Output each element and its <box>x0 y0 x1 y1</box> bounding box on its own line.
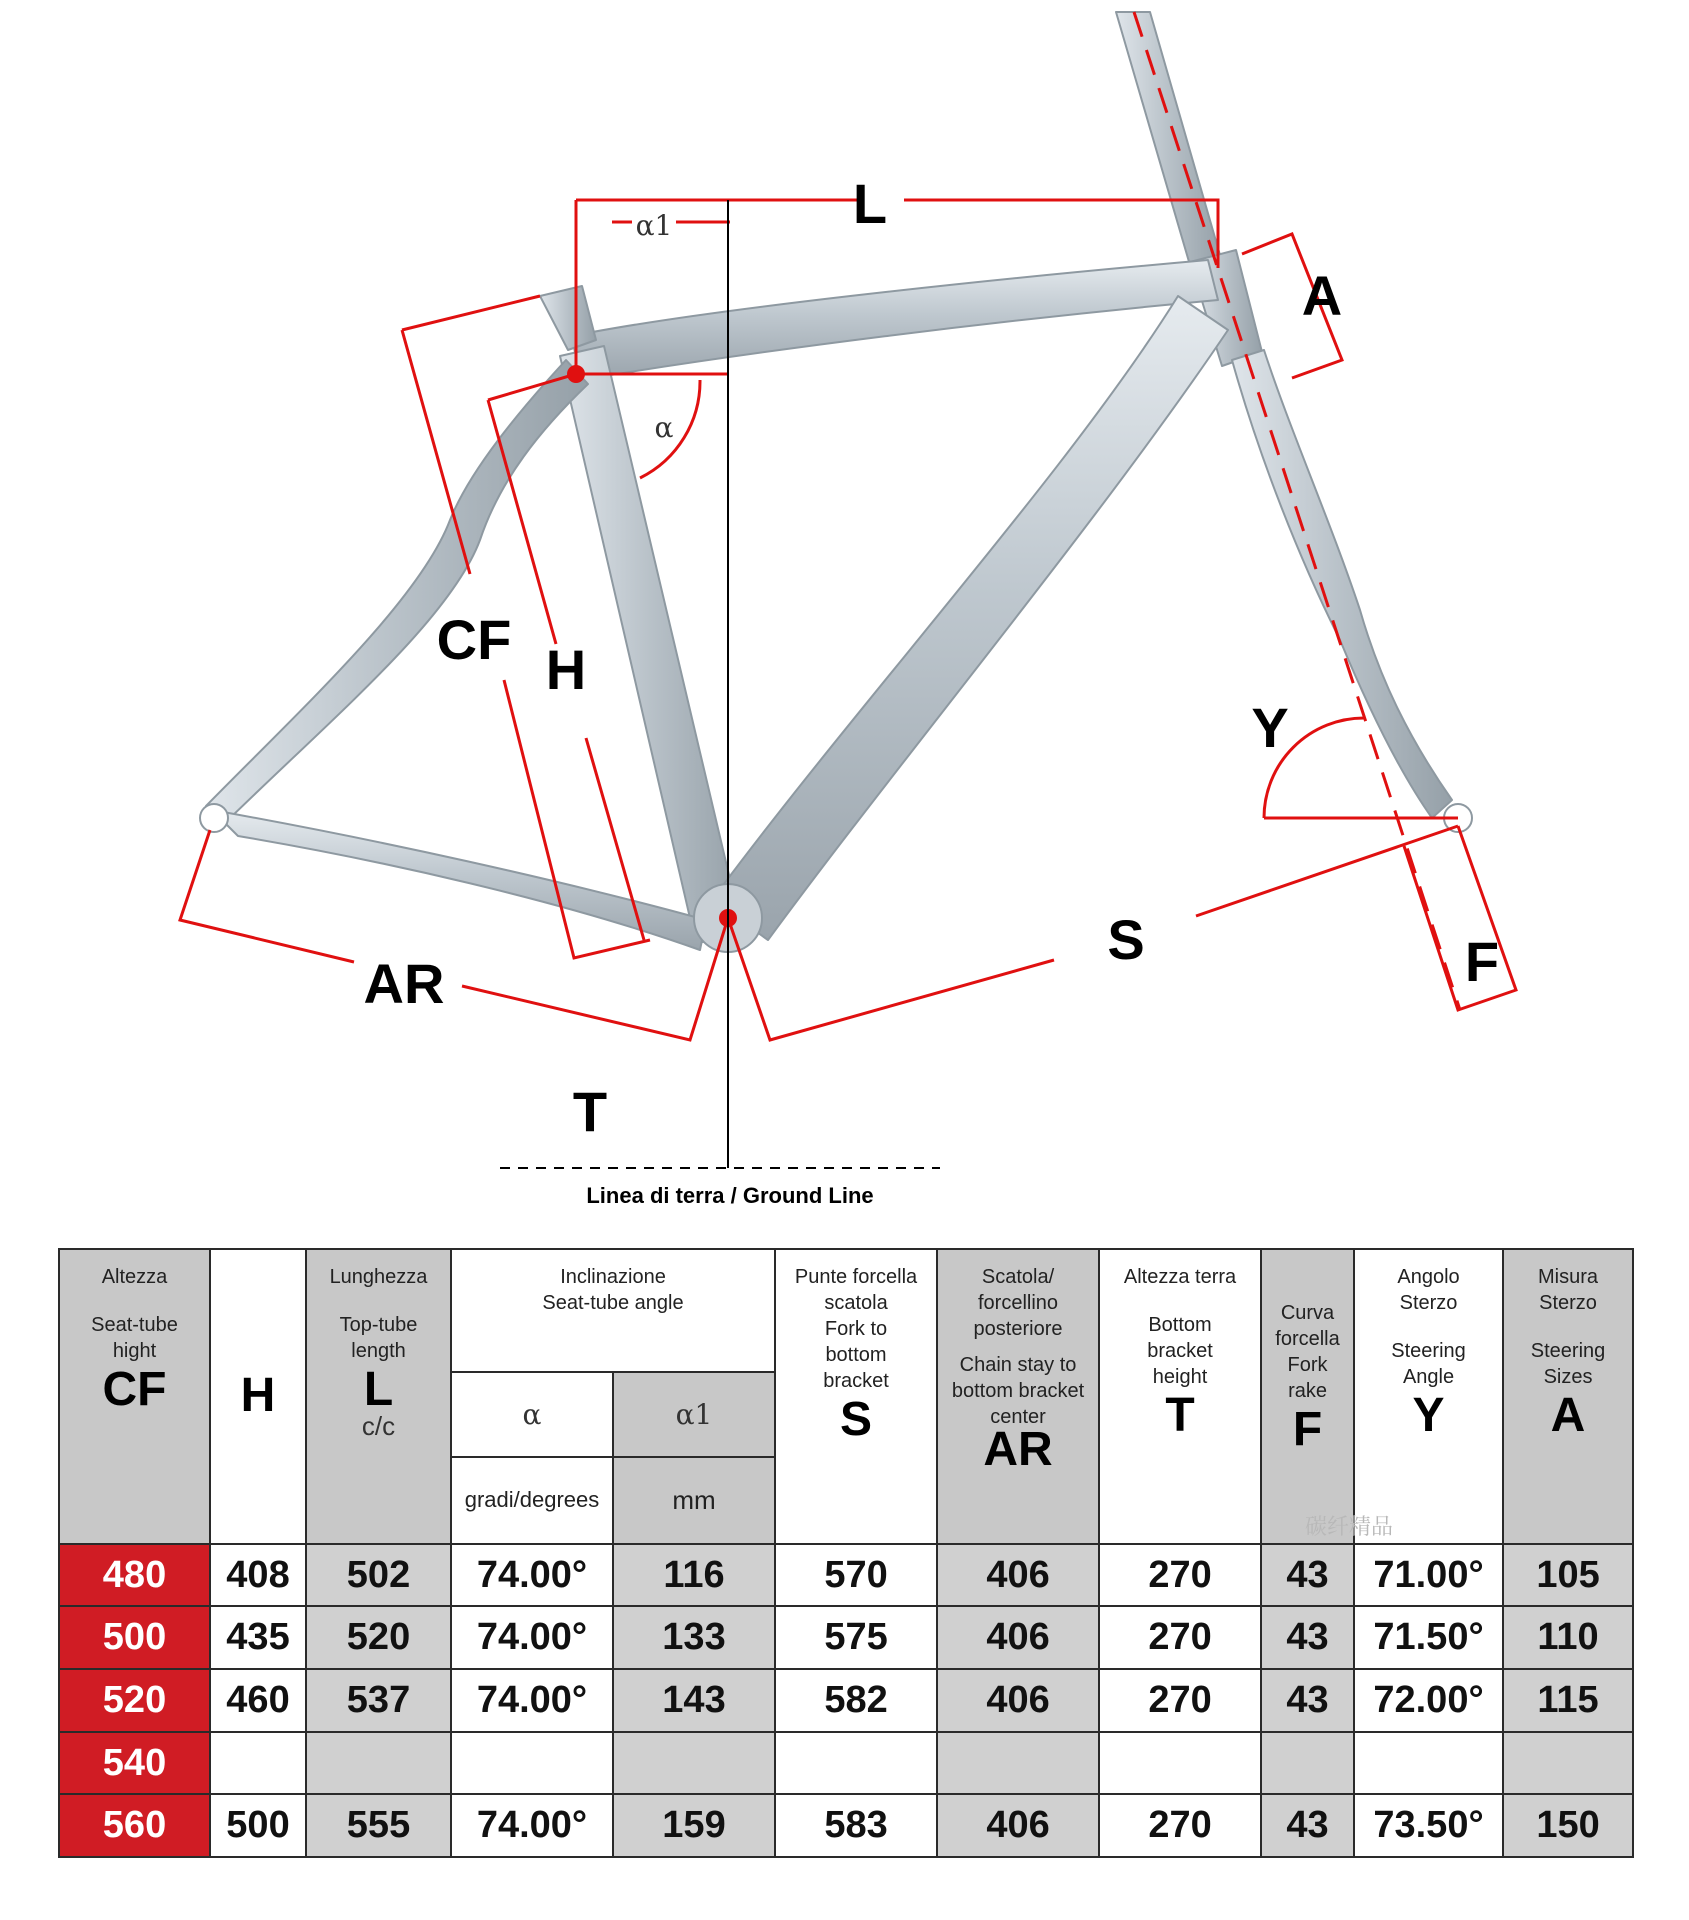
value-cell <box>937 1732 1099 1795</box>
value-cell: 72.00° <box>1354 1669 1503 1732</box>
header-alpha-unit: gradi/degrees <box>451 1457 613 1544</box>
value-cell: 105 <box>1503 1544 1633 1607</box>
chain-stay <box>212 810 706 950</box>
value-cell: 71.00° <box>1354 1544 1503 1607</box>
value-cell: 406 <box>937 1544 1099 1607</box>
value-cell: 110 <box>1503 1606 1633 1669</box>
label-S: S <box>1107 908 1145 971</box>
header-s: Punte forcella scatola Fork to bottom bracket S <box>775 1249 937 1544</box>
value-cell: 159 <box>613 1794 775 1857</box>
value-cell: 270 <box>1099 1606 1261 1669</box>
watermark-text: 碳纤精品 <box>1305 1515 1394 1540</box>
label-CF: CF <box>436 608 512 671</box>
value-cell: 133 <box>613 1606 775 1669</box>
value-cell: 500 <box>210 1794 306 1857</box>
value-cell: 143 <box>613 1669 775 1732</box>
header-inclination: Inclinazione Seat-tube angle <box>451 1249 775 1372</box>
value-cell: 406 <box>937 1606 1099 1669</box>
value-cell: 460 <box>210 1669 306 1732</box>
value-cell <box>1354 1732 1503 1795</box>
value-cell: 408 <box>210 1544 306 1607</box>
header-alpha1-unit: mm <box>613 1457 775 1544</box>
label-A: A <box>1301 264 1343 327</box>
size-cell: 540 <box>59 1732 210 1795</box>
S-dimension <box>728 826 1458 1040</box>
header-ar: Scatola/ forcellino posteriore Chain stay to bottom bracket center AR <box>937 1249 1099 1544</box>
value-cell: 435 <box>210 1606 306 1669</box>
value-cell: 74.00° <box>451 1794 613 1857</box>
value-cell: 555 <box>306 1794 451 1857</box>
value-cell: 502 <box>306 1544 451 1607</box>
header-a: Misura Sterzo Steering Sizes A <box>1503 1249 1633 1544</box>
value-cell: 115 <box>1503 1669 1633 1732</box>
value-cell: 582 <box>775 1669 937 1732</box>
value-cell: 74.00° <box>451 1544 613 1607</box>
header-t: Altezza terra Bottom bracket height T <box>1099 1249 1261 1544</box>
value-cell: 270 <box>1099 1544 1261 1607</box>
value-cell: 74.00° <box>451 1669 613 1732</box>
geometry-table <box>58 1248 1634 1858</box>
value-cell: 116 <box>613 1544 775 1607</box>
value-cell: 270 <box>1099 1669 1261 1732</box>
label-T: T <box>572 1080 608 1143</box>
top-tube-junction-dot <box>567 365 585 383</box>
table-row <box>59 1606 1633 1669</box>
value-cell: 71.50° <box>1354 1606 1503 1669</box>
value-cell <box>306 1732 451 1795</box>
seat-stay <box>206 360 588 822</box>
header-alpha1: α1 <box>613 1372 775 1457</box>
header-h: H <box>210 1249 306 1544</box>
table-row <box>59 1669 1633 1732</box>
value-cell: 43 <box>1261 1669 1354 1732</box>
label-alpha1: α1 <box>635 209 673 242</box>
table-row <box>59 1732 1633 1795</box>
header-f: Curva forcella Fork rake F <box>1261 1249 1354 1544</box>
label-alpha: α <box>654 411 674 444</box>
header-y: Angolo Sterzo Steering Angle Y <box>1354 1249 1503 1544</box>
table-row <box>59 1544 1633 1607</box>
value-cell <box>775 1732 937 1795</box>
F-dimension <box>1404 826 1516 1010</box>
value-cell <box>1261 1732 1354 1795</box>
value-cell <box>210 1732 306 1795</box>
value-cell: 150 <box>1503 1794 1633 1857</box>
size-cell: 480 <box>59 1544 210 1607</box>
value-cell: 406 <box>937 1794 1099 1857</box>
label-Y: Y <box>1251 696 1289 759</box>
label-L: L <box>852 172 888 235</box>
value-cell: 520 <box>306 1606 451 1669</box>
value-cell <box>613 1732 775 1795</box>
rear-dropout <box>200 804 228 832</box>
header-cf: Altezza Seat-tube hight CF <box>59 1249 210 1544</box>
value-cell: 583 <box>775 1794 937 1857</box>
value-cell: 73.50° <box>1354 1794 1503 1857</box>
value-cell <box>1503 1732 1633 1795</box>
value-cell: 570 <box>775 1544 937 1607</box>
value-cell <box>451 1732 613 1795</box>
table-row <box>59 1794 1633 1857</box>
value-cell: 43 <box>1261 1606 1354 1669</box>
value-cell: 43 <box>1261 1544 1354 1607</box>
size-cell: 500 <box>59 1606 210 1669</box>
value-cell: 537 <box>306 1669 451 1732</box>
value-cell: 43 <box>1261 1794 1354 1857</box>
seat-post <box>540 286 596 350</box>
label-H: H <box>545 638 587 701</box>
ground-line-label: Linea di terra / Ground Line <box>586 1183 874 1208</box>
size-cell: 560 <box>59 1794 210 1857</box>
header-l: Lunghezza Top-tube length L c/c <box>306 1249 451 1544</box>
header-alpha: α <box>451 1372 613 1457</box>
top-tube <box>572 260 1218 380</box>
value-cell: 406 <box>937 1669 1099 1732</box>
size-cell: 520 <box>59 1669 210 1732</box>
seat-tube <box>560 346 742 944</box>
label-F: F <box>1464 930 1500 993</box>
bike-frame <box>200 12 1472 952</box>
down-tube <box>712 296 1228 940</box>
value-cell <box>1099 1732 1261 1795</box>
value-cell: 270 <box>1099 1794 1261 1857</box>
value-cell: 74.00° <box>451 1606 613 1669</box>
steerer-tube <box>1116 12 1222 272</box>
value-cell: 575 <box>775 1606 937 1669</box>
label-AR: AR <box>363 952 445 1015</box>
